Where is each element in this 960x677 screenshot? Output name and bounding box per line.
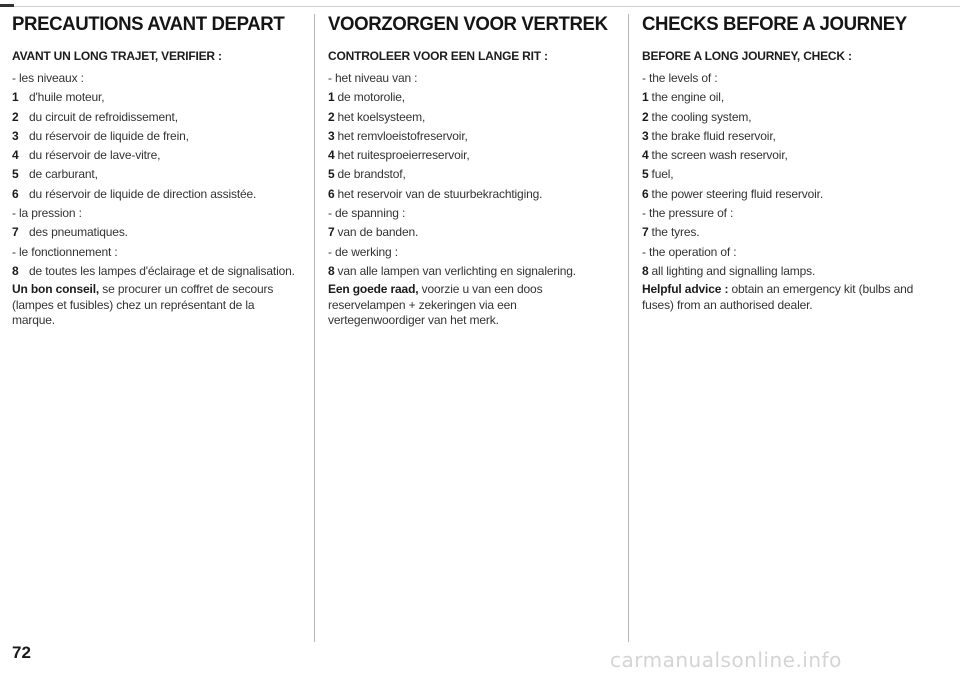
checklist-item [328,262,613,281]
item-text: - de spanning : [328,206,406,221]
checklist-item [642,69,927,88]
advice-text: voorzie u van een doos reservelampen + zekeringen via een vertegenwoordiger van het merk. [328,282,543,328]
checklist-item [12,243,297,262]
item-number: 4 [328,148,335,163]
item-text: fuel, [651,167,674,182]
checklist-item [642,204,927,223]
watermark: carmanualsonline.info [610,648,842,672]
item-text: het koelsysteem, [337,109,426,124]
advice-paragraph [642,282,927,313]
item-text: du réservoir de lave-vitre, [29,148,161,163]
item-text: - het niveau van : [328,71,418,85]
checklist-item [642,108,927,127]
item-number: 5 [642,167,649,182]
item-text: de brandstof, [337,167,406,182]
item-text: het ruitesproeierreservoir, [337,148,470,163]
item-number: 3 [328,128,335,143]
checklist-item [328,69,613,88]
item-text: het reservoir van de stuurbekrachtiging. [337,186,543,201]
checklist-item [12,185,297,204]
section-subheading: BEFORE A LONG JOURNEY, CHECK : [642,49,852,63]
item-number: 6 [12,186,19,201]
item-number: 2 [328,109,335,124]
item-text: du réservoir de liquide de frein, [29,128,189,143]
item-text: - de werking : [328,244,398,259]
item-number: 3 [12,128,19,143]
checklist-item [642,262,927,281]
item-number: 5 [12,167,19,182]
checklist-item [328,243,613,262]
checklist-item [12,88,297,107]
item-number: 4 [12,148,19,163]
item-text: the brake fluid reservoir, [651,128,776,143]
item-number: 6 [328,186,335,201]
checklist-item [642,243,927,262]
checklist-item [12,262,297,281]
item-text: - the operation of : [642,244,737,259]
item-number: 4 [642,148,649,163]
item-text: van alle lampen van verlichting en signalering. [337,263,576,278]
checklist-item [328,165,613,184]
item-number: 5 [328,167,335,182]
advice-paragraph [12,282,297,329]
checklist-item [12,108,297,127]
page-number: 72 [12,643,31,662]
checklist [12,69,297,281]
item-text: du circuit de refroidissement, [29,109,178,124]
column-divider [628,14,629,642]
item-number: 3 [642,128,649,143]
item-text: van de banden. [337,225,419,240]
advice-paragraph [328,282,613,329]
item-text: het remvloeistofreservoir, [337,128,468,143]
item-text: the cooling system, [651,109,752,124]
checklist-item [642,146,927,165]
item-text: - the pressure of : [642,206,734,221]
checklist-item [642,127,927,146]
item-number: 6 [642,186,649,201]
checklist-item [12,204,297,223]
item-text: des pneumatiques. [29,225,128,240]
item-number: 1 [12,90,19,105]
advice-lead: Un bon conseil, [12,282,100,297]
section-heading: CHECKS BEFORE A JOURNEY [642,14,907,35]
checklist-item [328,146,613,165]
item-number: 8 [642,263,649,278]
item-number: 1 [328,90,335,105]
advice-text: obtain an emergency kit (bulbs and fuses) from an authorised dealer. [642,282,914,312]
top-rule [0,6,960,7]
item-number: 2 [12,109,19,124]
section-subheading: CONTROLEER VOOR EEN LANGE RIT : [328,49,548,63]
item-number: 8 [12,263,19,278]
checklist-item [642,223,927,242]
checklist-item [328,127,613,146]
checklist-item [642,88,927,107]
checklist-item [328,185,613,204]
item-number: 7 [328,225,335,240]
advice-lead: Helpful advice : [642,282,729,297]
checklist-item [328,204,613,223]
item-text: the screen wash reservoir, [651,148,788,163]
checklist-item [642,185,927,204]
item-text: - le fonctionnement : [12,244,118,259]
item-text: all lighting and signalling lamps. [651,263,816,278]
item-number: 8 [328,263,335,278]
item-text: the engine oil, [651,90,725,105]
item-number: 7 [12,225,19,240]
column-dutch [328,14,613,329]
checklist-item [12,223,297,242]
item-text: the power steering fluid reservoir. [651,186,824,201]
item-text: - la pression : [12,206,82,221]
column-english [642,14,927,313]
item-text: de motorolie, [337,90,405,105]
item-text: de toutes les lampes d'éclairage et de signalisation. [29,263,295,278]
checklist [328,69,613,281]
checklist-item [328,223,613,242]
checklist [642,69,927,281]
checklist-item [12,127,297,146]
checklist-item [12,146,297,165]
item-text: - les niveaux : [12,71,84,85]
section-heading: VOORZORGEN VOOR VERTREK [328,14,608,35]
corner-mark [0,4,14,7]
column-divider [314,14,315,642]
checklist-item [12,69,297,88]
checklist-item [12,165,297,184]
item-number: 7 [642,225,649,240]
checklist-item [328,108,613,127]
item-number: 2 [642,109,649,124]
advice-lead: Een goede raad, [328,282,419,297]
item-text: the tyres. [651,225,700,240]
column-french [12,14,297,329]
section-subheading: AVANT UN LONG TRAJET, VERIFIER : [12,49,222,63]
section-heading: PRECAUTIONS AVANT DEPART [12,14,285,35]
item-text: du réservoir de liquide de direction assistée. [29,186,257,201]
item-text: de carburant, [29,167,98,182]
advice-text: se procurer un coffret de secours (lampes et fusibles) chez un représentant de la marque. [12,282,274,328]
item-number: 1 [642,90,649,105]
item-text: d'huile moteur, [29,90,105,105]
item-text: - the levels of : [642,71,718,85]
checklist-item [328,88,613,107]
checklist-item [642,165,927,184]
